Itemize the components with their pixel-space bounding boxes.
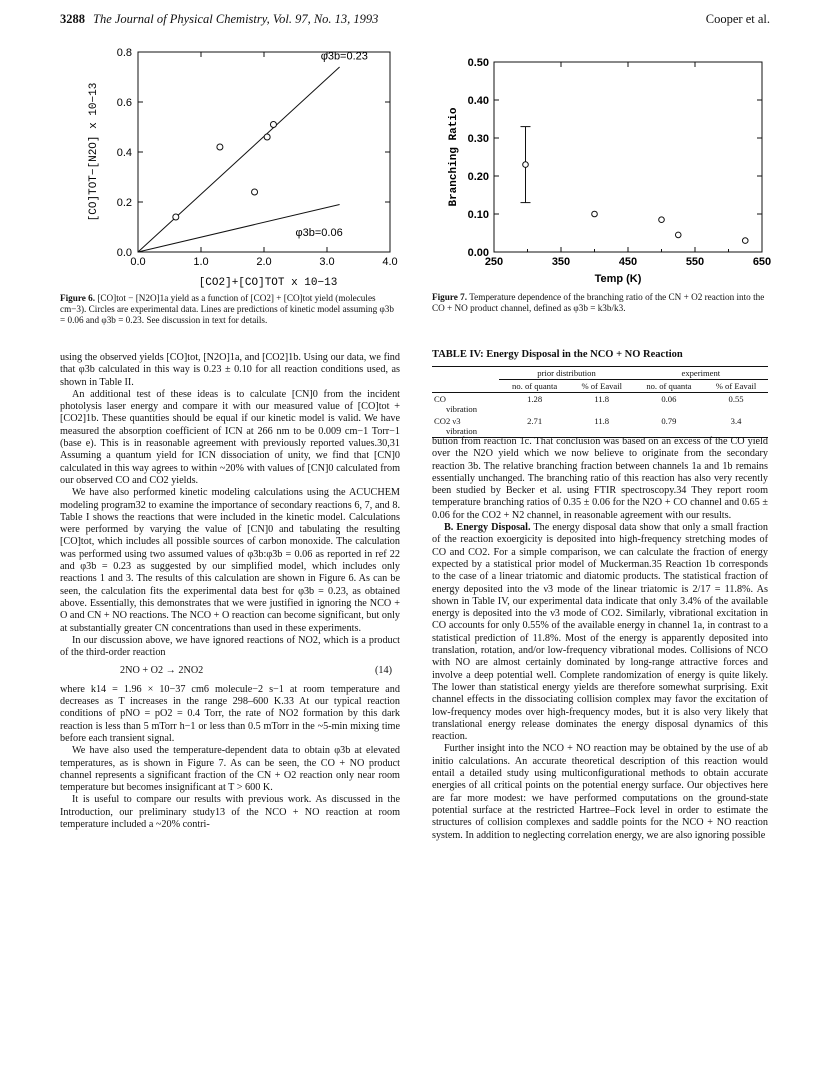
paragraph: using the observed yields [CO]tot, [N2O]1a, and [CO2]1b. Using our data, we find that φ3b calculated in this way is 0.23 ± 0.10 for all reaction conditions used, as shown in Table II. bbox=[60, 352, 400, 388]
table-group-header: experiment bbox=[634, 367, 768, 380]
fig6-x-tick-label: 2.0 bbox=[256, 256, 272, 268]
table-row bbox=[432, 415, 768, 438]
table-cell: 11.8 bbox=[594, 394, 610, 404]
table-cell: 3.4 bbox=[730, 416, 742, 426]
figure-7-caption bbox=[432, 292, 768, 314]
fig7-data-point bbox=[675, 232, 681, 238]
fig6-x-tick-label: 1.0 bbox=[193, 256, 209, 268]
fig6-y-tick-label: 0.6 bbox=[116, 97, 132, 109]
fig6-data-point bbox=[252, 189, 258, 195]
paragraph: B. Energy Disposal. The energy disposal data show that only a small fraction of the reaction exoergicity is deposited into high-frequency stretching modes of CO and CO2. For a simple comparison, we can calculate the fraction of energy expected by a statistical prior model of Muckerman.35 Reaction 1b corresponds to the case of a linear triatomic and diatomic products. The statistical fraction of energy deposited into the ν3 mode of the linear triatomic is 2/17 = 11.8%. As shown in Table IV, our experimental data indicate that only 3.4% of the available energy is deposited into the ν3 mode of CO2. Similarly, vibrational excitation in CO accounts for only 0.55% of the available energy in channel 1a, in contrast to a statistical prediction of 11.8%. Most of the energy is apparently deposited into translation, rotation, and/or low-frequency vibrational modes. Collisions of NCO with NO are almost certainly dominated by long-range attractive forces and involve a deep potential well. Complete randomization of energy is quite likely. The lower than statistical energy yields are therefore somewhat surprising. Exit channel effects in the dissociating collision complex may favor the excitation of low-frequency modes over high-frequency modes, but it is also very likely that translational energy release dominates the energy disposal dynamics of this reaction. bbox=[432, 522, 768, 743]
table-col-header: % of Eavail bbox=[581, 381, 623, 391]
paragraph: In our discussion above, we have ignored reactions of NO2, which is a product of the third-order reaction bbox=[60, 634, 400, 659]
table-row-label: CO2 ν3 vibration bbox=[434, 416, 478, 436]
table-cell: 1.28 bbox=[527, 394, 543, 404]
table-col-header: no. of quanta bbox=[646, 381, 692, 391]
fig7-x-tick-label: 650 bbox=[752, 256, 772, 268]
fig6-y-tick-label: 0.2 bbox=[116, 197, 132, 209]
fig6-line-high bbox=[138, 67, 340, 252]
fig6-y-tick-label: 0.0 bbox=[116, 247, 132, 259]
fig7-caption-label: Figure 7. bbox=[432, 292, 468, 302]
table-cell: 0.06 bbox=[661, 394, 677, 404]
fig7-data-point bbox=[742, 238, 748, 244]
paragraph: bution from reaction 1c. That conclusion was based on an excess of the CO yield over the N2O yield which we now believe to originate from the secondary reaction 3b. The relative branching fraction between channels 1a and 1b remains essentially unchanged. The branching ratio of this reaction has also very recently been studied by Becker et al. using FTIR spectroscopy.34 They report room temperature branching ratios of 0.35 ± 0.06 for the N2O + CO channel and 0.65 ± 0.06 for the CO2 + N2 channel, in reasonable agreement with our results. bbox=[432, 436, 768, 521]
paragraph: where k14 = 1.96 × 10−37 cm6 molecule−2 s−1 at room temperature and decreases as T increases in the range 298–600 K.33 At our typical reaction conditions of pNO = pO2 = 0.4 Torr, the rate of NO2 formation by this dark reaction is less than 5 mTorr h−1 or less than 0.5 mTorr in the ~5-min mixing time before each transient signal. bbox=[60, 683, 400, 744]
fig7-caption-text: Temperature dependence of the branching ratio of the CN + O2 reaction into the CO + NO product channel, defined as φ3b = k3b/k3. bbox=[432, 292, 765, 313]
fig6-caption-label: Figure 6. bbox=[60, 293, 96, 303]
table-row bbox=[432, 393, 768, 416]
figure-6-chart bbox=[60, 42, 400, 292]
equation-number: (14) bbox=[375, 665, 392, 677]
paragraph: Further insight into the NCO + NO reaction may be obtained by the use of ab initio calculations. An accurate theoretical description of this reaction would entail a detailed study using multiconfigurational methods to obtain accurate energies of all critical points on the potential energy surface. Our objectives here are far more modest: we have performed computations on the ground-state potential surface at the restricted Hartree–Fock level in order to estimate the structures of collision complexes and saddle points for the NCO + NO reaction system. In addition to neglecting correlation energy, we are also ignoring possible bbox=[432, 743, 768, 841]
table-col-header: % of Eavail bbox=[715, 381, 757, 391]
fig6-data-point bbox=[270, 122, 276, 128]
paragraph: It is useful to compare our results with previous work. As discussed in the Introduction, our preliminary study13 of the NCO + NO reaction at room temperature included a ~20% contri- bbox=[60, 794, 400, 830]
fig6-data-point bbox=[264, 134, 270, 140]
table-cell: 11.8 bbox=[594, 416, 610, 426]
fig6-data-point bbox=[217, 144, 223, 150]
fig6-caption-text: [CO]tot − [N2O]1a yield as a function of [CO2] + [CO]tot yield (molecules cm−3). Circles are experimental data. Lines are predictions of kinetic model assuming φ3b = 0.06 and φ3b = 0.23. See discussion in text for details. bbox=[60, 293, 394, 325]
figure-6-caption bbox=[60, 293, 400, 326]
fig7-y-tick-label: 0.50 bbox=[467, 57, 489, 69]
fig6-xlabel: [CO2]+[CO]TOT x 10−13 bbox=[198, 277, 338, 289]
table-cell: 2.71 bbox=[527, 416, 543, 426]
equation-14 bbox=[60, 659, 400, 683]
left-column-text bbox=[60, 352, 400, 831]
fig6-x-tick-label: 0.0 bbox=[130, 256, 146, 268]
fig6-line-label-low: φ3b=0.06 bbox=[295, 226, 343, 239]
fig6-data-point bbox=[173, 214, 179, 220]
table-4 bbox=[432, 366, 768, 438]
header-authors: Cooper et al. bbox=[705, 12, 770, 26]
section-heading: B. Energy Disposal. bbox=[444, 522, 531, 534]
fig7-y-tick-label: 0.40 bbox=[467, 95, 489, 107]
fig7-y-tick-label: 0.30 bbox=[467, 133, 489, 145]
paragraph: We have also used the temperature-dependent data to obtain φ3b at elevated temperatures, as is shown in Figure 7. As can be seen, the CO + NO product channel represents a significant fraction of the CN + O2 reaction only near room temperature but becomes insignificant at T > 600 K. bbox=[60, 745, 400, 794]
paragraph: An additional test of these ideas is to calculate [CN]0 from the incident photolysis laser energy and compare it with our measured value of [CO]tot + [CO2]1b. These quantities should be equal if our kinetic model is valid. We have measured the absorption coefficient of ICN at 266 nm to be 0.009 cm−1 Torr−1 (base e). This is in reasonable agreement with previously reported values.30,31 Assuming a quantum yield for ICN dissociation of unity, we find that [CN]0 calculated in this way agrees to within ~20% with values of [CN]0 calculated from our observed CO and CO2 yields. bbox=[60, 388, 400, 486]
fig7-data-point bbox=[523, 162, 529, 168]
fig7-plot-frame bbox=[494, 62, 762, 252]
journal-title: The Journal of Physical Chemistry, Vol. 97, No. 13, 1993 bbox=[93, 12, 379, 26]
fig7-x-tick-label: 350 bbox=[551, 256, 571, 268]
fig7-y-tick-label: 0.00 bbox=[467, 247, 489, 259]
page-number: 3288 bbox=[60, 12, 85, 26]
fig6-x-tick-label: 3.0 bbox=[319, 256, 335, 268]
fig6-ylabel: [CO]TOT−[N2O] x 10−13 bbox=[88, 82, 100, 222]
fig7-x-tick-label: 550 bbox=[685, 256, 705, 268]
fig7-y-tick-label: 0.20 bbox=[467, 171, 489, 183]
table-cell: 0.79 bbox=[661, 416, 677, 426]
fig7-ylabel: Branching Ratio bbox=[448, 107, 460, 207]
page-header bbox=[60, 12, 770, 30]
header-left bbox=[60, 12, 378, 27]
figure-7-chart bbox=[432, 52, 772, 287]
paragraph: We have also performed kinetic modeling calculations using the ACUCHEM modeling program32 to examine the importance of secondary reactions 6, 7, and 8. Table I shows the reactions that were included in the kinetic model. Calculations were performed by varying the value of [CN]0 and tabulating the resulting [CO]tot, which includes all possible sources of carbon monoxide. The calculation was performed using two assumed values of φ3b:φ3b = 0.06 as reported in ref 22 and φ3b = 0.23 as suggested by our simplified model, which includes only reactions 1 and 3. The results of this calculation are shown in Figure 6. As can be seen, the calculation fits the experimental data best for φ3b = 0.23, as obtained above. Essentially, this demonstrates that we were justified in ignoring the NCO + O and CN + NO reactions. The NCO + O reaction can become significant, but only at substantially greater CN concentrations than used in these experiments. bbox=[60, 487, 400, 634]
fig7-data-point bbox=[659, 217, 665, 223]
table-col-header: no. of quanta bbox=[512, 381, 558, 391]
right-column-text bbox=[432, 436, 768, 842]
table-row-label: CO vibration bbox=[434, 394, 478, 414]
table-group-header: prior distribution bbox=[499, 367, 633, 380]
fig6-y-tick-label: 0.8 bbox=[116, 47, 132, 59]
table-4-title: TABLE IV: Energy Disposal in the NCO + NO Reaction bbox=[432, 349, 683, 360]
fig6-y-tick-label: 0.4 bbox=[116, 147, 132, 159]
table-cell: 0.55 bbox=[728, 394, 744, 404]
fig7-xlabel: Temp (K) bbox=[594, 273, 642, 285]
fig7-x-tick-label: 250 bbox=[484, 256, 504, 268]
fig6-line-label-high: φ3b=0.23 bbox=[320, 50, 368, 63]
fig7-y-tick-label: 0.10 bbox=[467, 209, 489, 221]
fig7-x-tick-label: 450 bbox=[618, 256, 638, 268]
equation-text: 2NO + O2 → 2NO2 bbox=[120, 665, 204, 677]
fig6-x-tick-label: 4.0 bbox=[382, 256, 398, 268]
fig7-data-point bbox=[592, 211, 598, 217]
